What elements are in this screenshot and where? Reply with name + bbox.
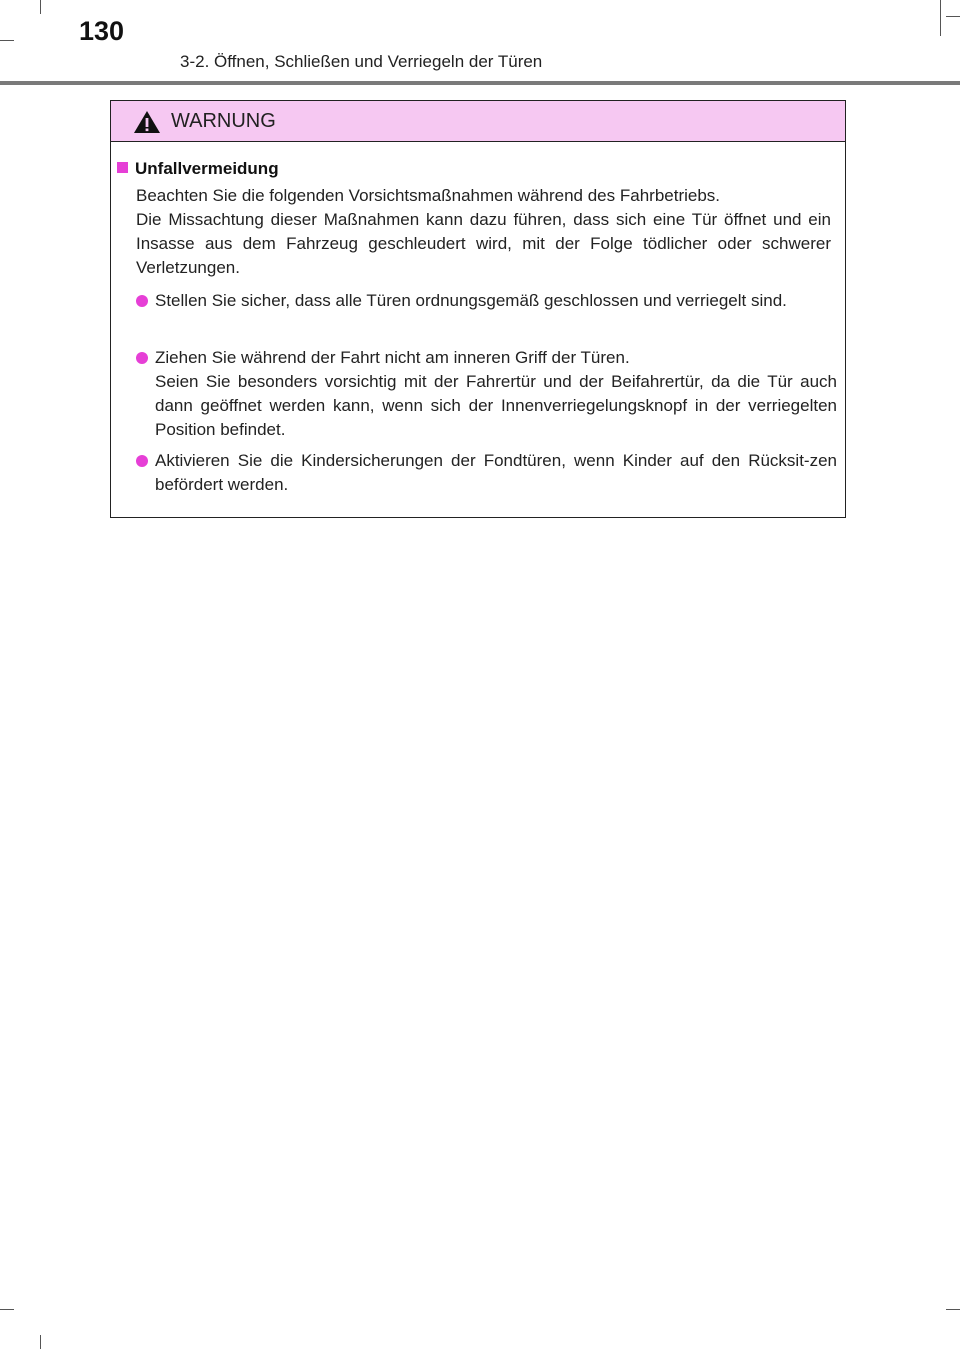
- list-item-text: Aktivieren Sie die Kindersicherungen der Fondtüren, wenn Kinder auf den Rücksit-zen befördert werden.: [155, 451, 837, 494]
- intro-text: Die Missachtung dieser Maßnahmen kann dazu führen, dass sich eine Tür öffnet und ein Insasse aus dem Fahrzeug geschleudert wird, mit der Folge tödlicher oder schwerer Verletzungen.: [136, 210, 831, 277]
- warning-body: [111, 143, 845, 517]
- circle-bullet-icon: [136, 455, 148, 467]
- crop-mark: [0, 40, 14, 41]
- crop-mark: [946, 16, 960, 17]
- list-item: [155, 449, 837, 497]
- warning-box: [110, 100, 846, 518]
- page-number: 130: [79, 16, 125, 46]
- chapter-title: 3-2. Öffnen, Schließen und Verriegeln der Türen: [180, 52, 543, 71]
- warning-title: WARNUNG: [171, 110, 276, 132]
- list-item: [155, 289, 837, 313]
- crop-mark: [40, 1335, 41, 1349]
- list-item-text: Ziehen Sie während der Fahrt nicht am inneren Griff der Türen.: [155, 348, 630, 367]
- crop-mark: [40, 0, 41, 14]
- list-item-text: Stellen Sie sicher, dass alle Türen ordnungsgemäß geschlossen und verriegelt sind.: [155, 291, 787, 310]
- list-item-subtext: Seien Sie besonders vorsichtig mit der Fahrertür und der Beifahrertür, da die Tür auch dann geöffnet werden kann, wenn sich der Innenverriegelungsknopf in der verriegelten Position befindet.: [155, 372, 837, 439]
- square-bullet-icon: [117, 162, 128, 173]
- circle-bullet-icon: [136, 352, 148, 364]
- intro-line: Beachten Sie die folgenden Vorsichtsmaßnahmen während des Fahrbetriebs.: [136, 186, 721, 205]
- intro-paragraph: [136, 184, 831, 280]
- header-divider: [0, 81, 960, 85]
- warning-triangle-icon: [133, 110, 161, 134]
- circle-bullet-icon: [136, 295, 148, 307]
- crop-mark: [940, 16, 941, 36]
- crop-mark: [0, 1309, 14, 1310]
- crop-mark: [946, 1309, 960, 1310]
- section-title-text: Unfallvermeidung: [135, 159, 279, 178]
- list-item: [155, 346, 837, 442]
- crop-mark: [940, 0, 941, 16]
- warning-header: [111, 101, 845, 142]
- section-title: [117, 159, 279, 179]
